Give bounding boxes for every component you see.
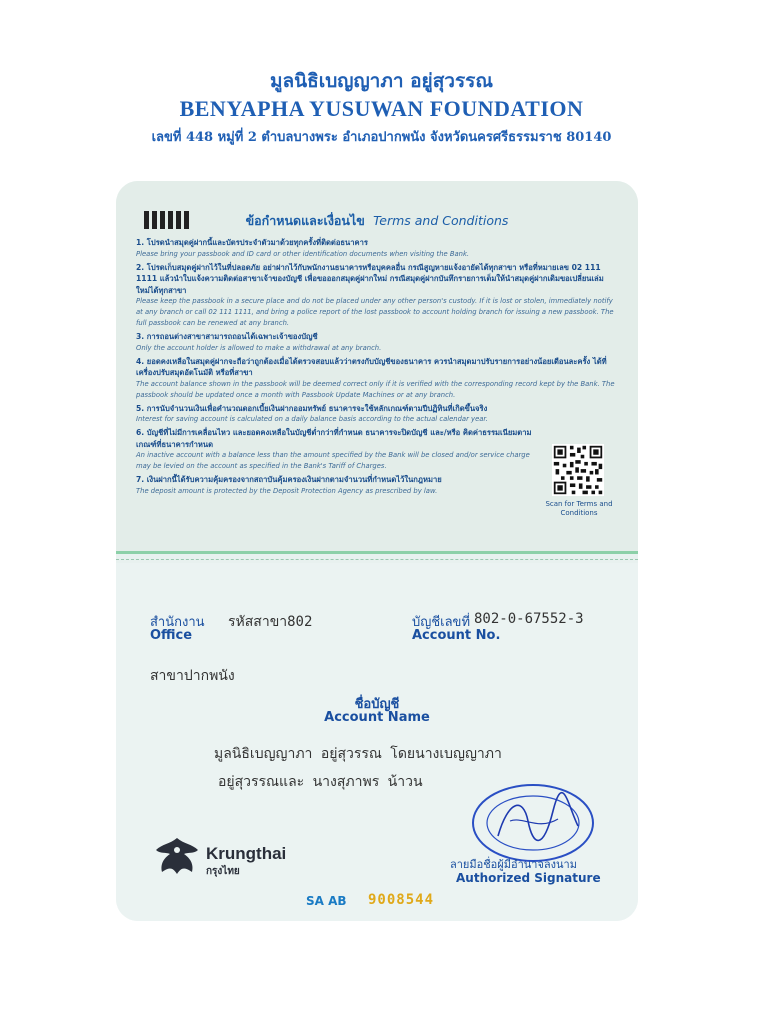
passbook-type-code: SA AB [306, 894, 347, 908]
terms-title-thai: ข้อกำหนดและเงื่อนไข [245, 213, 365, 228]
foundation-title-thai: มูลนิธิเบญญาภา อยู่สุวรรณ [269, 70, 493, 92]
account-number-value: 802-0-67552-3 [474, 611, 584, 627]
account-number-label-thai: บัญชีเลขที่ [412, 615, 471, 630]
term-english: The account balance shown in the passbook will be deemed correct only if it is verified with the corresponding record kept by the Bank. The passbook should be updated once a month with Passbook Update Machines or at any branch. [136, 379, 615, 399]
office-label-thai: สำนักงาน [150, 615, 205, 630]
passbook-serial-number: 9008544 [368, 892, 435, 908]
signature-label-thai: ลายมือชื่อผู้มีอำนาจลงนาม [450, 858, 577, 871]
bank-name-english: Krungthai [206, 844, 287, 863]
account-name-label-thai: ชื่อบัญชี [354, 697, 400, 712]
qr-caption: Scan for Terms and Conditions [545, 500, 613, 517]
foundation-stamp-icon [468, 781, 598, 866]
term-english: An inactive account with a balance less than the amount specified by the Bank will be closed and/or service charge may be levied on the account as specified in the Bank's Tariff of Charges. [136, 451, 530, 470]
term-english: Interest for saving account is calculated on a daily balance basis according to the actual calendar year. [136, 415, 488, 423]
term-english: Only the account holder is allowed to make a withdrawal at any branch. [136, 343, 382, 352]
account-details [116, 181, 638, 921]
office-label-english: Office [150, 628, 193, 643]
account-number-label-english: Account No. [412, 628, 501, 643]
term-english: The deposit amount is protected by the Deposit Protection Agency as prescribed by law. [136, 486, 438, 495]
term-thai: 5. การนับจำนวนเงินเพื่อคำนวณดอกเบี้ยเงินฝากออมทรัพย์ ธนาคารจะใช้หลักเกณฑ์ตามปีปฏิทินที่เกิดขึ้นจริง [136, 403, 488, 413]
term-thai: 4. ยอดคงเหลือในสมุดคู่ฝากจะถือว่าถูกต้องเมื่อได้ตรวจสอบแล้วว่าตรงกับบัญชีของธนาคาร ควรนำสมุดมาปรับรายการอย่างน้อยเดือนละครั้ง ได้ที่เครื่องปรับสมุดอัตโนมัติ หรือที่สาขา [136, 356, 607, 377]
krungthai-bird-logo-icon [154, 836, 200, 876]
account-name-line-2: อยู่สุวรรณและ นางสุภาพร น้าวน [218, 774, 423, 790]
account-name-label-english: Account Name [324, 710, 430, 725]
term-thai: 2. โปรดเก็บสมุดคู่ฝากไว้ในที่ปลอดภัย อย่าฝากไว้กับพนักงานธนาคารหรือบุคคลอื่น กรณีสูญหายแจ้งอายัดได้ทุกสาขา หรือที่หมายเลข 02 111 1111 แล้วนำใบแจ้งความติดต่อสาขาเจ้าของบัญชี เพื่อขอออกสมุดคู่ฝากใหม่ กรณีสมุดคู่ฝากบันทึกรายการเต็มให้นำสมุดคู่ฝากเดิมขอเปลี่ยนเล่มใหม่ได้ทุกสาขา [136, 262, 604, 295]
office-value: รหัสสาขา802 [228, 614, 313, 630]
term-thai: 1. โปรดนำสมุดคู่ฝากนี้และบัตรประจำตัวมาด้วยทุกครั้งที่ติดต่อธนาคาร [136, 238, 368, 247]
account-name-line-1: มูลนิธิเบญญาภา อยู่สุวรรณ โดยนางเบญญาภา [214, 746, 502, 762]
term-thai: 3. การถอนต่างสาขาสามารถถอนได้เฉพาะเจ้าของบัญชี [136, 332, 318, 341]
branch-name: สาขาปากพนัง [150, 668, 235, 684]
term-english: Please keep the passbook in a secure place and do not be placed under any other person's custody. If it is lost or stolen, immediately notify at any branch or call 02 111 1111, and bring a police report of the lost passbook to account holding branch for issuing a new passbook. The full passbook can be renewed at any branch. [136, 297, 614, 327]
term-thai: 6. บัญชีที่ไม่มีการเคลื่อนไหว และยอดคงเหลือในบัญชีต่ำกว่าที่กำหนด ธนาคารจะปิดบัญชี และ/หรือ คิดค่าธรรมเนียมตามเกณฑ์ที่ธนาคารกำหนด [136, 428, 532, 449]
term-thai: 7. เงินฝากนี้ได้รับความคุ้มครองจากสถาบันคุ้มครองเงินฝากตามจำนวนที่กำหนดไว้ในกฎหมาย [136, 475, 442, 484]
term-english: Please bring your passbook and ID card or other identification documents when visiting the Bank. [136, 249, 470, 258]
foundation-address: เลขที่ 448 หมู่ที่ 2 ตำบลบางพระ อำเภอปากพนัง จังหวัดนครศรีธรรมราช 80140 [151, 130, 612, 145]
foundation-title-english: BENYAPHA YUSUWAN FOUNDATION [179, 96, 584, 121]
signature-label-english: Authorized Signature [456, 871, 601, 885]
bank-name-thai: กรุงไทย [206, 866, 240, 877]
terms-title-english: Terms and Conditions [373, 213, 509, 228]
